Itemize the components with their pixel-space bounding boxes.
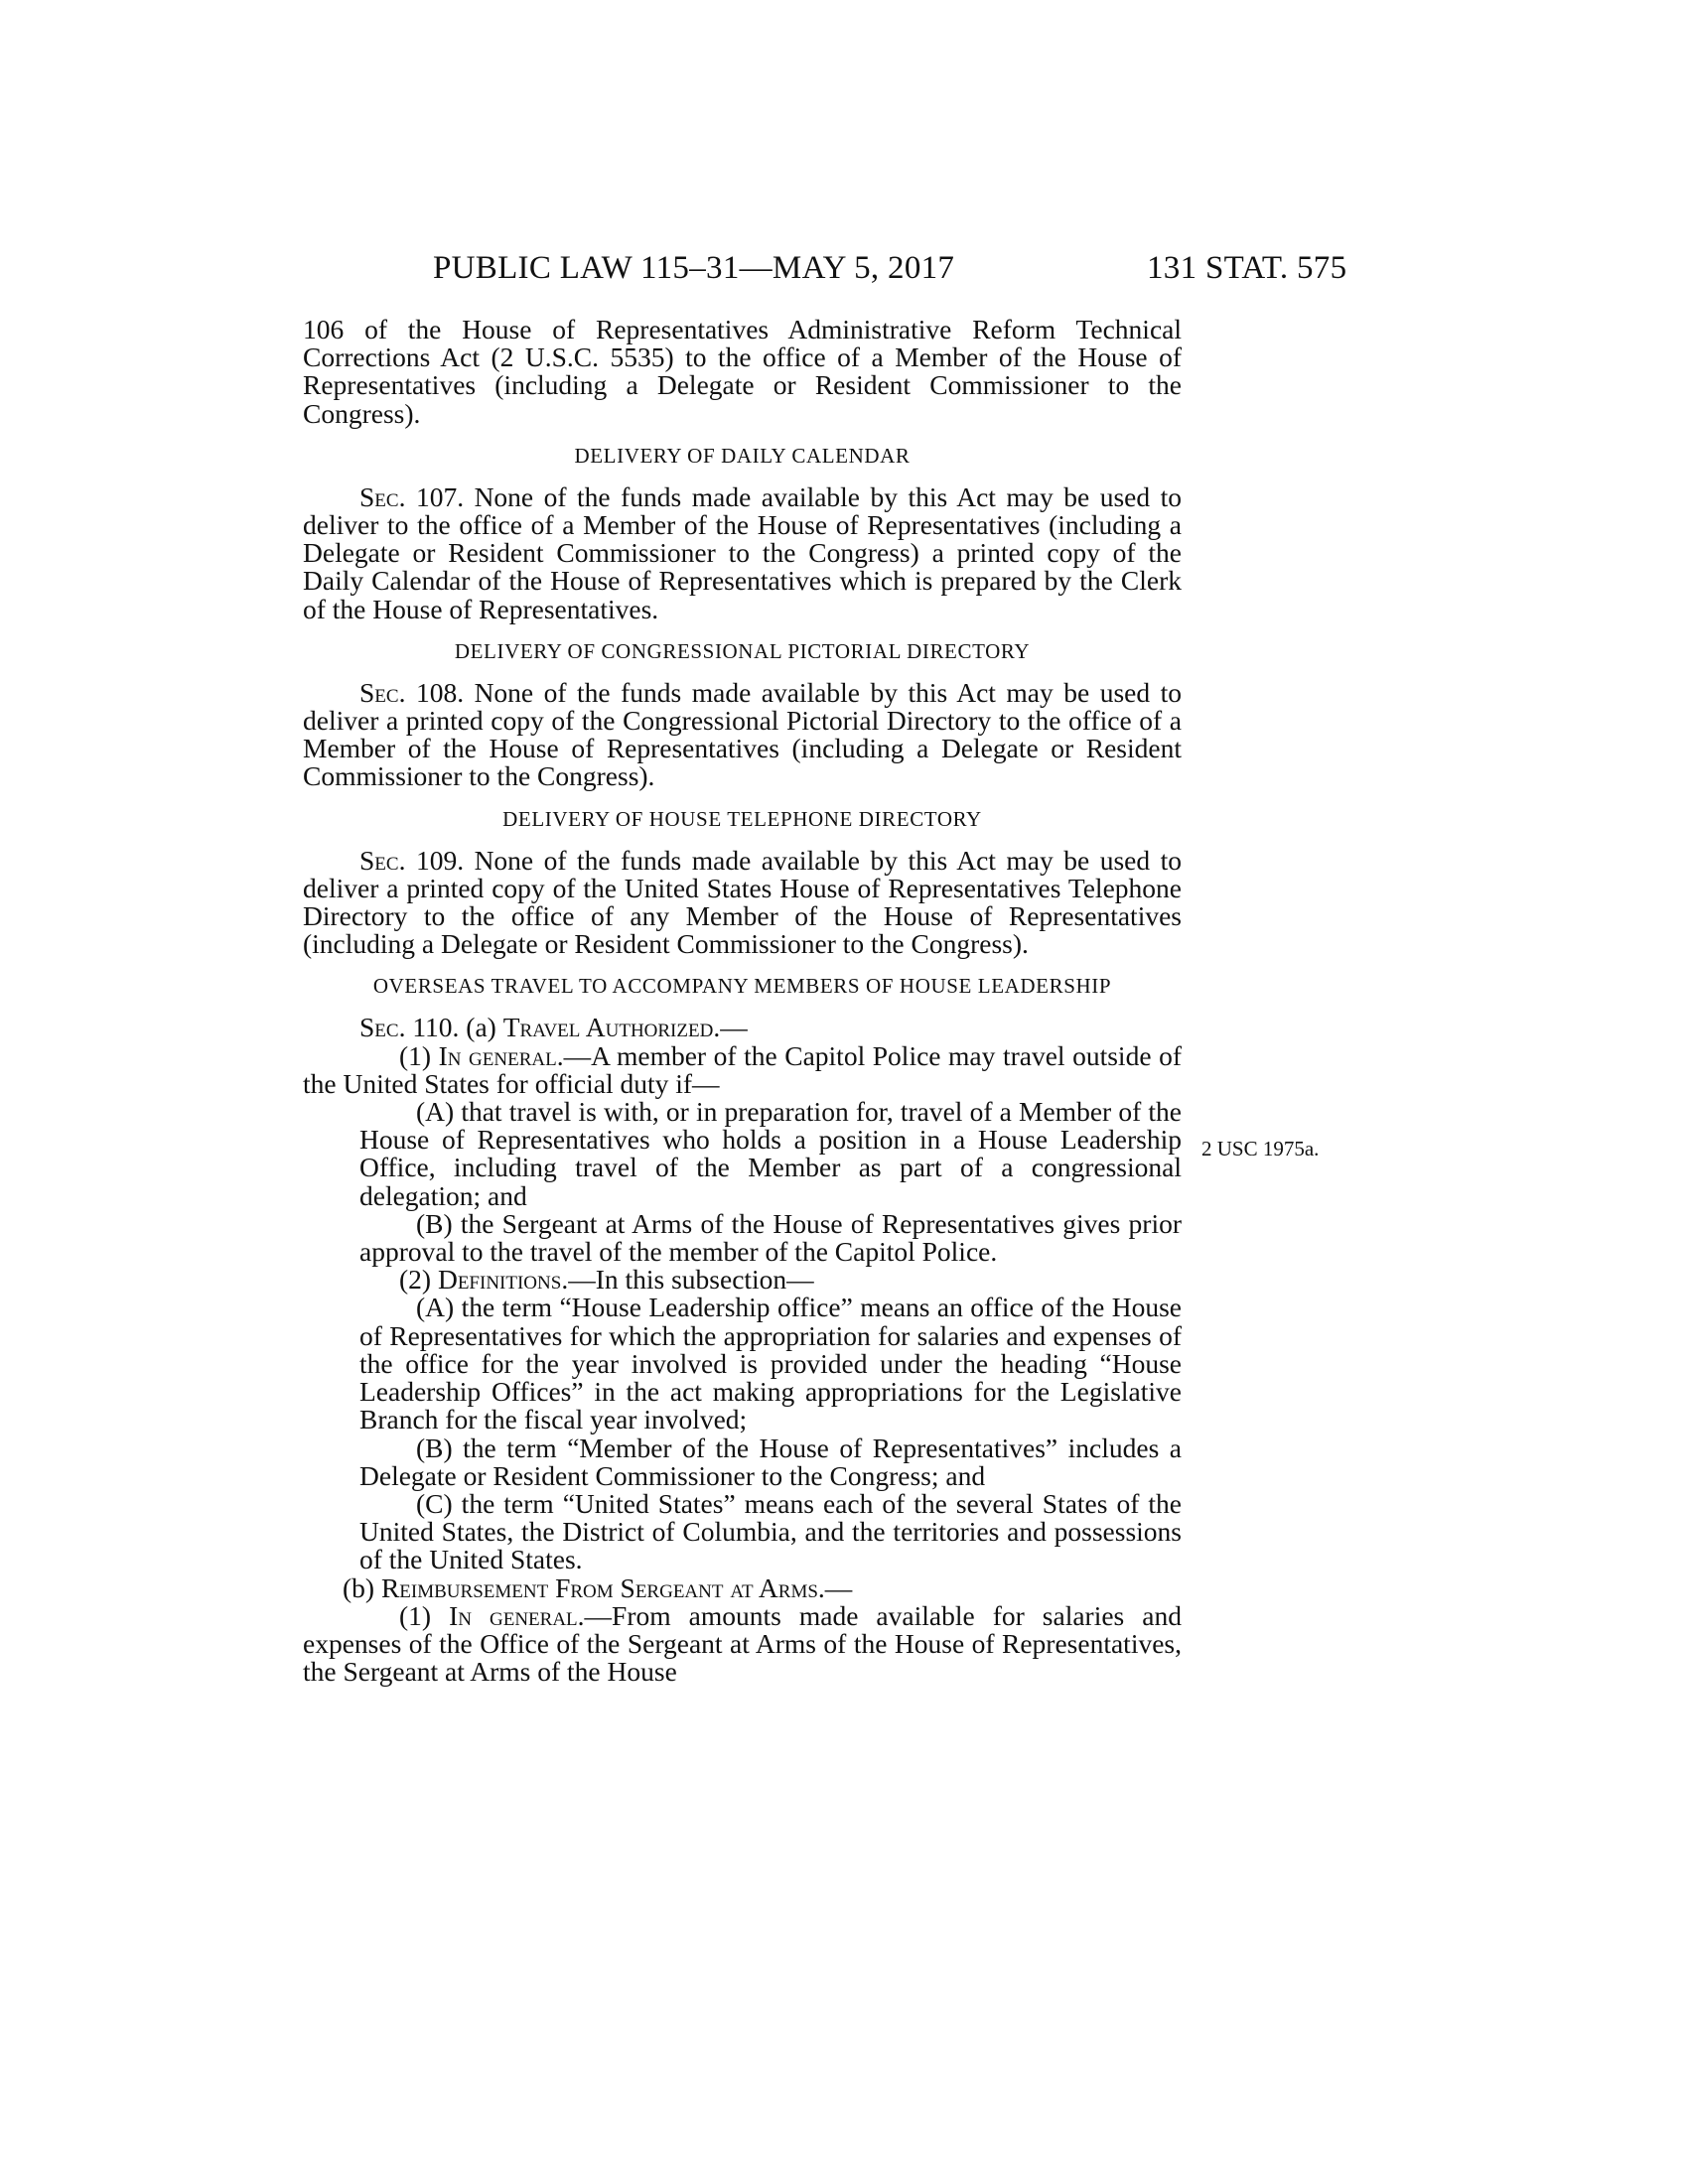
paragraph-a2B: (B) the term “Member of the House of Representatives” includes a Delegate or Resident Commissioner to the Congress; and	[359, 1432, 1182, 1491]
subsection-b-heading: (b) Reimbursement From Sergeant at Arms.—	[343, 1571, 853, 1603]
section-107-paragraph: Sec. 107. None of the funds made available by this Act may be used to deliver to the office of a Member of the House of Representatives (including a Delegate or Resident Commissioner to the Congress) a printed copy of the Daily Calendar of the House of Representatives which is prepared by the Clerk of the House of Representatives.	[303, 480, 1182, 624]
section-109-paragraph: Sec. 109. None of the funds made available by this Act may be used to deliver a printed copy of the United States House of Representatives Telephone Directory to the office of any Member of the House of Representatives (including a Delegate or Resident Commissioner to the Congress).	[303, 844, 1182, 960]
paragraph-a2A: (A) the term “House Leadership office” means an office of the House of Representatives for which the appropriation for salaries and expenses of the office for the year involved is provided under the heading “House Leadership Offices” in the act making appropriations for the Legislative Branch for the fiscal year involved;	[359, 1292, 1182, 1435]
section-heading: OVERSEAS TRAVEL TO ACCOMPANY MEMBERS OF HOUSE LEADERSHIP	[372, 974, 1112, 999]
subsection-a-heading: Sec. 110. (a) Travel Authorized.—	[359, 1012, 748, 1043]
margin-citation: 2 USC 1975a.	[1201, 1137, 1320, 1160]
paragraph-a1B: (B) the Sergeant at Arms of the House of Representatives gives prior approval to the travel of the member of the Capitol Police.	[359, 1207, 1182, 1268]
statute-page-reference: 131 STAT. 575	[1147, 250, 1347, 286]
paragraph-a2C: (C) the term “United States” means each of the several States of the United States, the District of Columbia, and the territories and possessions of the United States.	[359, 1487, 1182, 1575]
running-title: PUBLIC LAW 115–31—MAY 5, 2017	[433, 250, 955, 286]
page-header	[0, 250, 1688, 290]
paragraph-a1: (1) In general.—A member of the Capitol Police may travel outside of the United States for official duty if—	[303, 1039, 1182, 1099]
section-heading: DELIVERY OF HOUSE TELEPHONE DIRECTORY	[502, 806, 982, 831]
section-heading: DELIVERY OF DAILY CALENDAR	[574, 443, 911, 468]
section-heading: DELIVERY OF CONGRESSIONAL PICTORIAL DIRECTORY	[454, 638, 1031, 663]
continued-paragraph: 106 of the House of Representatives Administrative Reform Technical Corrections Act (2 U.S.C. 5535) to the office of a Member of the House of Representatives (including a Delegate or Resident Commissioner to the Congress).	[303, 314, 1182, 429]
section-108-paragraph: Sec. 108. None of the funds made available by this Act may be used to deliver a printed copy of the Congressional Pictorial Directory to the office of a Member of the House of Representatives (including a Delegate or Resident Commissioner to the Congress).	[303, 676, 1182, 792]
paragraph-a2: (2) Definitions.—In this subsection—	[399, 1264, 814, 1296]
document-body	[303, 316, 1182, 1686]
paragraph-b1: (1) In general.—From amounts made available for salaries and expenses of the Office of the Sergeant at Arms of the House of Representatives, the Sergeant at Arms of the House	[303, 1599, 1182, 1688]
paragraph-a1A: (A) that travel is with, or in preparation for, travel of a Member of the House of Representatives who holds a position in a House Leadership Office, including travel of the Member as part of a congressional delegation; and	[359, 1096, 1182, 1211]
